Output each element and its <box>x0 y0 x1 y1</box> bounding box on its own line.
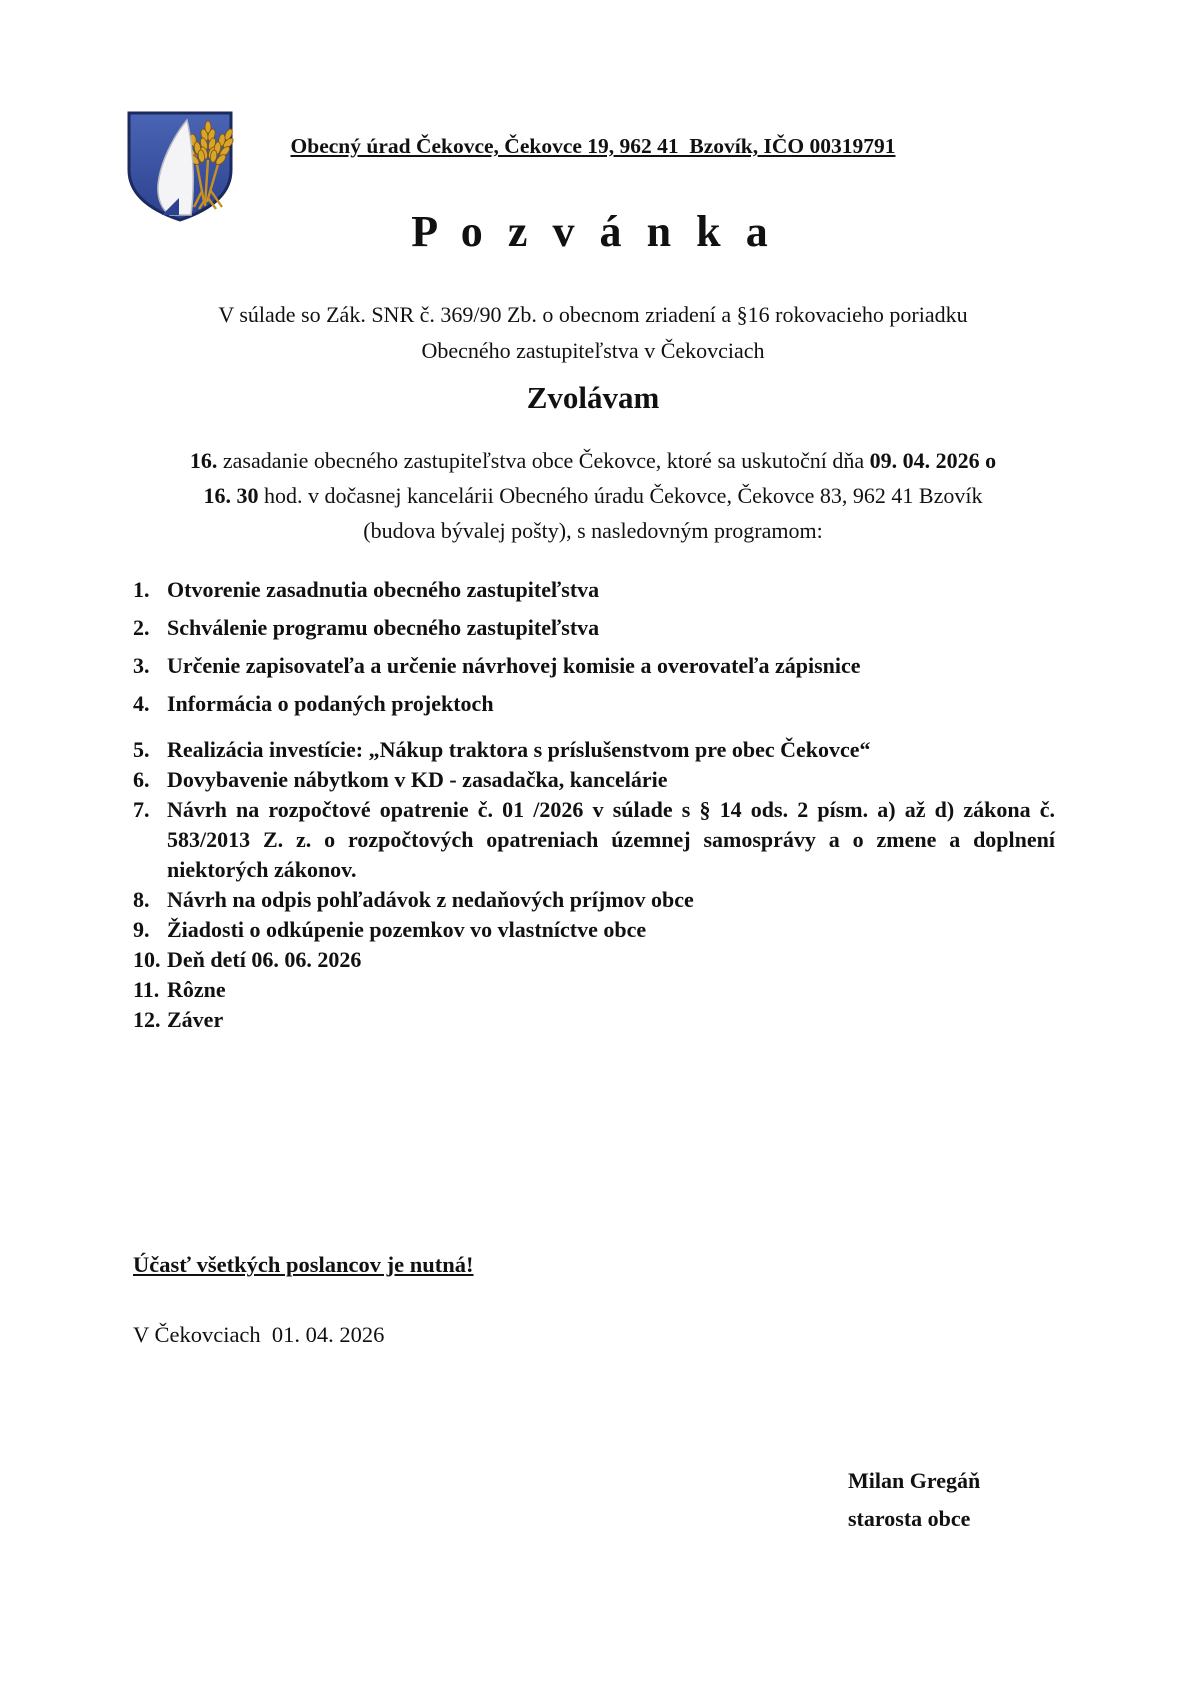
agenda-item <box>133 765 1055 795</box>
agenda-item <box>133 651 1055 681</box>
agenda-item-number: 2. <box>133 615 150 640</box>
intro-paragraph <box>120 297 1066 369</box>
agenda-item <box>133 945 1055 975</box>
agenda-item-text: Schválenie programu obecného zastupiteľstva <box>167 615 600 640</box>
summons-bold-segment: 16. <box>189 448 218 473</box>
summons-line <box>115 443 1071 478</box>
agenda-item <box>133 575 1055 605</box>
summons-line <box>115 478 1071 513</box>
agenda-item-text: Dovybavenie nábytkom v KD - zasadačka, kancelárie <box>167 767 668 792</box>
agenda-item-number: 10. <box>133 947 161 972</box>
agenda-item-number: 5. <box>133 737 150 762</box>
agenda-item-text: Návrh na rozpočtové opatrenie č. 01 /2026 v súlade s § 14 ods. 2 písm. a) až d) zákona č. 583/2013 Z. z. o rozpočtových opatreniach územnej samosprávy a o zmene a doplnení niektorých zákonov. <box>167 797 1055 882</box>
agenda-item-text: Realizácia investície: „Nákup traktora s príslušenstvom pre obec Čekovce“ <box>167 737 871 762</box>
summons-text-segment: hod. v dočasnej kancelárii Obecného úradu Čekovce, Čekovce 83, 962 41 Bzovík <box>258 483 983 508</box>
intro-line: Obecného zastupiteľstva v Čekovciach <box>421 338 765 363</box>
agenda-item-text: Deň detí 06. 06. 2026 <box>167 947 362 972</box>
summons-text-segment: zasadanie obecného zastupiteľstva obce Čekovce, ktoré sa uskutoční dňa <box>217 448 870 473</box>
summons-bold-segment: 09. 04. 2026 o <box>869 448 997 473</box>
signature-name: Milan Gregáň <box>848 1468 981 1493</box>
agenda-item <box>133 689 1055 719</box>
agenda-item-number: 11. <box>133 977 160 1002</box>
agenda-item-text: Záver <box>167 1007 224 1032</box>
office-header-line: Obecný úrad Čekovce, Čekovce 19, 962 41 Bzovík, IČO 00319791 <box>290 134 896 158</box>
summons-text-segment: (budova bývalej pošty), s nasledovným programom: <box>363 518 823 543</box>
summons-paragraph <box>115 443 1071 548</box>
agenda-item-text: Návrh na odpis pohľadávok z nedaňových príjmov obce <box>167 887 694 912</box>
attendance-notice: Účasť všetkých poslancov je nutná! <box>133 1252 474 1277</box>
agenda-item-text: Žiadosti o odkúpenie pozemkov vo vlastníctve obce <box>167 917 647 942</box>
agenda-item-text: Informácia o podaných projektoch <box>167 691 494 716</box>
agenda-item <box>133 1005 1055 1035</box>
subtitle-zvolavam: Zvolávam <box>526 380 660 415</box>
agenda-item-text: Otvorenie zasadnutia obecného zastupiteľstva <box>167 577 600 602</box>
signature-role: starosta obce <box>848 1506 971 1531</box>
agenda-item-number: 1. <box>133 577 150 602</box>
summons-line <box>115 513 1071 548</box>
agenda-item-text: Určenie zapisovateľa a určenie návrhovej komisie a overovateľa zápisnice <box>167 653 861 678</box>
signature-block <box>848 1462 980 1538</box>
page-title: P o z v á n k a <box>411 207 775 256</box>
agenda-item-number: 3. <box>133 653 150 678</box>
place-date-line: V Čekovciach 01. 04. 2026 <box>133 1322 385 1347</box>
agenda-item <box>133 915 1055 945</box>
agenda-item-number: 9. <box>133 917 150 942</box>
agenda-item <box>133 613 1055 643</box>
agenda-list <box>133 575 1055 1035</box>
summons-bold-segment: 16. 30 <box>203 483 259 508</box>
agenda-item-text: Rôzne <box>167 977 226 1002</box>
intro-line: V súlade so Zák. SNR č. 369/90 Zb. o obecnom zriadení a §16 rokovacieho poriadku <box>218 302 968 327</box>
agenda-item <box>133 885 1055 915</box>
agenda-item <box>133 795 1055 885</box>
agenda-item-number: 6. <box>133 767 150 792</box>
agenda-item-number: 12. <box>133 1007 161 1032</box>
agenda-item-number: 8. <box>133 887 150 912</box>
agenda-item <box>133 975 1055 1005</box>
agenda-item <box>133 735 1055 765</box>
agenda-item-number: 4. <box>133 691 150 716</box>
agenda-item-number: 7. <box>133 797 150 822</box>
